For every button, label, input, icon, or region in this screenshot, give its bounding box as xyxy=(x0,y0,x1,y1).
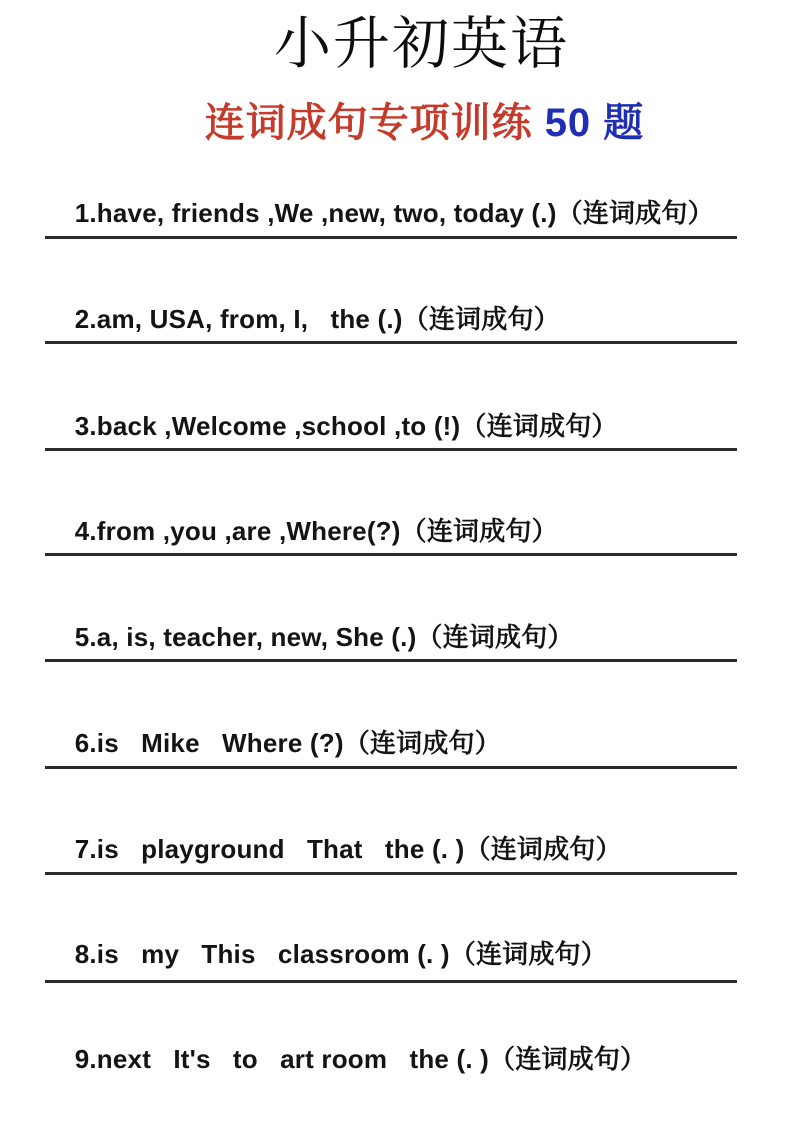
question-1 xyxy=(45,159,763,267)
question-4 xyxy=(45,477,763,585)
question-9-text: 9.next It's to art room the (. )（连词成句） xyxy=(74,1044,647,1074)
question-5-text: 5.a, is, teacher, new, She (.)（连词成句） xyxy=(74,622,574,652)
answer-line-2 xyxy=(45,341,737,344)
question-9 xyxy=(45,1005,763,1113)
page-title: 小升初英语 xyxy=(274,13,569,76)
question-8-text: 8.is my This classroom (. )（连词成句） xyxy=(74,939,607,969)
answer-line-7 xyxy=(45,872,737,875)
answer-line-6 xyxy=(45,766,737,769)
subtitle-red-text: 连词成句专项训练 xyxy=(204,101,533,145)
question-7 xyxy=(45,795,763,903)
question-6 xyxy=(45,689,763,797)
question-4-text: 4.from ,you ,are ,Where(?)（连词成句） xyxy=(74,516,558,546)
question-3 xyxy=(45,372,763,480)
question-5 xyxy=(45,583,763,691)
answer-line-1 xyxy=(45,236,737,239)
question-2 xyxy=(45,265,763,373)
question-3-text: 3.back ,Welcome ,school ,to (!)（连词成句） xyxy=(74,411,618,441)
question-1-text: 1.have, friends ,We ,new, two, today (.)（连词成句） xyxy=(74,198,714,228)
question-6-text: 6.is Mike Where (?)（连词成句） xyxy=(74,728,501,758)
answer-line-4 xyxy=(45,553,737,556)
answer-line-3 xyxy=(45,448,737,451)
question-8 xyxy=(45,900,763,1008)
question-2-text: 2.am, USA, from, I, the (.)（连词成句） xyxy=(74,304,560,334)
subtitle-count-text: 50 题 xyxy=(544,101,645,145)
answer-line-5 xyxy=(45,659,737,662)
page-subtitle xyxy=(28,100,793,146)
answer-line-8 xyxy=(45,980,737,983)
question-7-text: 7.is playground That the (. )（连词成句） xyxy=(74,834,622,864)
